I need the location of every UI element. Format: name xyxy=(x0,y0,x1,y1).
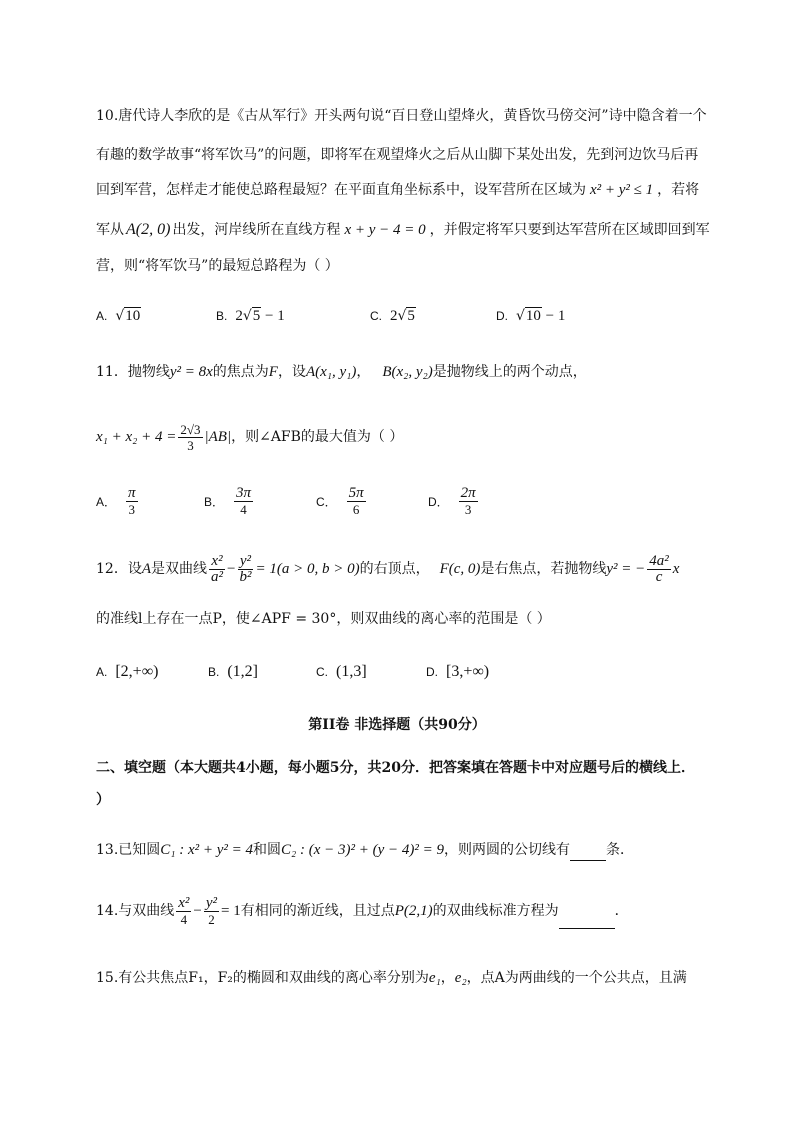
q11-option-c xyxy=(316,486,368,517)
q12-option-a xyxy=(96,662,158,682)
q14-text-c: 的双曲线标准方程为 xyxy=(432,903,559,919)
q10-option-d xyxy=(496,306,565,326)
q12-text-d: 是右焦点，若抛物线 xyxy=(480,561,607,577)
q11-option-a xyxy=(96,486,140,517)
option-label: B. xyxy=(216,309,228,323)
q12-text-c: 的右顶点， xyxy=(359,561,430,577)
q10-option-a xyxy=(96,306,141,326)
option-radicand: 5 xyxy=(407,308,415,324)
option-label: A. xyxy=(96,665,108,679)
q12-option-c xyxy=(316,662,367,682)
q14-fraction-x xyxy=(176,896,191,927)
q11-focus: F xyxy=(268,364,278,380)
fraction-numerator: 5π xyxy=(348,485,364,501)
section-title: 第II卷 非选择题（共90分） xyxy=(308,717,486,733)
fraction-denominator: 6 xyxy=(352,502,360,517)
option-value: [3,+∞) xyxy=(446,663,490,680)
option-fraction xyxy=(459,486,478,517)
q11-point-b: B(x₂, y₂) xyxy=(382,364,433,380)
q12-fraction-x xyxy=(209,554,225,585)
q10-line2: 有趣的数学故事“将军饮马”的问题，即将军在观望烽火之后从山脚下某处出发，先到河边饮马后再 xyxy=(96,147,699,163)
option-label: A. xyxy=(96,309,108,323)
q10-line4-a: 军从 xyxy=(96,222,124,238)
option-fraction xyxy=(234,486,253,517)
q15-text-b: ，点A为两曲线的一个公共点，且满 xyxy=(466,970,687,986)
sqrt-icon: √ xyxy=(115,308,125,324)
q10-line4-c: ，并假定将军只要到达军营所在区域即回到军 xyxy=(429,222,710,238)
q10-line3-end: ，若将 xyxy=(657,182,700,198)
q14-text-b: 有相同的渐近线，且过点 xyxy=(240,903,395,919)
q12-vertex: A xyxy=(141,561,151,577)
option-label: D. xyxy=(426,665,438,679)
option-tail: − 1 xyxy=(541,308,566,324)
q13-text-a: 13.已知圆 xyxy=(96,842,161,858)
q11-line2 xyxy=(96,420,403,454)
fraction-numerator: 4a² xyxy=(649,552,669,569)
q11-text-d: ， xyxy=(356,364,371,380)
fraction-denominator: c xyxy=(655,568,663,585)
q10-line-eq: x + y − 4 = 0 xyxy=(344,222,426,238)
q14-text-a: 14.与双曲线 xyxy=(96,903,175,919)
q13-text-d: 条． xyxy=(606,842,635,858)
q12-hyperbola-rest: = 1(a > 0, b > 0) xyxy=(255,561,360,577)
part2-heading-line2: ） xyxy=(96,792,110,808)
q15-line xyxy=(96,968,687,988)
fraction-numerator: 3π xyxy=(236,485,252,501)
q14-point: P(2,1) xyxy=(394,903,433,919)
q13-answer-blank[interactable] xyxy=(570,840,606,861)
q10-line3-text: 回到军营，怎样走才能使总路程最短？在平面直角坐标系中，设军营所在区域为 xyxy=(96,182,586,198)
option-coef: 2 xyxy=(235,308,243,324)
q12-text-b: 是双曲线 xyxy=(151,561,207,577)
q11-condition-right: |AB| xyxy=(204,429,232,445)
q12-text-a: 12．设 xyxy=(96,561,142,577)
q11-option-d xyxy=(428,486,480,517)
q14-answer-blank[interactable] xyxy=(559,894,615,929)
fraction-denominator: 4 xyxy=(240,502,247,517)
q11-text-e: 是抛物线上的两个动点， xyxy=(432,364,587,380)
q10-point-a: A(2, 0) xyxy=(126,221,171,238)
q12-option-d xyxy=(426,662,489,682)
fraction-numerator: π xyxy=(128,485,136,501)
q14-fraction-y xyxy=(204,896,219,927)
sqrt-icon: √ xyxy=(242,308,252,324)
q14-equation-rest: = 1 xyxy=(221,903,241,919)
q11-parabola: y² = 8x xyxy=(169,364,213,380)
q11-option-b xyxy=(204,486,255,517)
q12-parabola-fraction xyxy=(647,554,671,585)
q10-line4 xyxy=(96,220,710,240)
q15-e2: e₂ xyxy=(454,970,467,986)
fraction-denominator: a² xyxy=(211,568,223,585)
fraction-numerator: 2π xyxy=(460,485,476,501)
fraction-numerator: 2√3 xyxy=(180,421,201,437)
option-value: (1,3] xyxy=(336,663,367,680)
q11-text-a: 11．抛物线 xyxy=(96,364,170,380)
option-label: A． xyxy=(96,494,117,509)
option-tail: − 1 xyxy=(261,308,285,324)
option-label: C． xyxy=(316,494,337,509)
option-coef: 2 xyxy=(390,308,398,324)
fraction-denominator: 3 xyxy=(187,437,194,453)
q11-condition-left: x₁ + x₂ + 4 = xyxy=(96,429,177,445)
fraction-denominator: 3 xyxy=(128,502,136,517)
q10-line5: 营，则“将军饮马”的最短总路程为（ ） xyxy=(96,258,339,274)
fraction-numerator: y² xyxy=(205,894,218,911)
fraction-denominator: 3 xyxy=(464,502,472,517)
option-radicand: 10 xyxy=(125,308,141,324)
fraction-numerator: x² xyxy=(178,894,190,911)
q10-line3 xyxy=(96,180,699,200)
q10-line4-b: 出发，河岸线所在直线方程 xyxy=(172,222,341,238)
q12-option-b xyxy=(208,662,258,682)
part2-heading-line1: 二、填空题（本大题共4小题，每小题5分，共20分．把答案填在答题卡中对应题号后的横线上． xyxy=(96,760,695,776)
fraction-denominator: 2 xyxy=(208,911,215,927)
q14-text-d: ． xyxy=(614,903,629,919)
option-label: B. xyxy=(208,665,220,679)
option-value: (1,2] xyxy=(227,663,258,680)
option-label: C. xyxy=(370,309,382,323)
fraction-numerator: x² xyxy=(211,552,223,569)
q12-parabola-right: x xyxy=(672,561,680,577)
q13-circle-2: C₂ : (x − 3)² + (y − 4)² = 9 xyxy=(281,842,445,858)
q12-line2: 的准线l上存在一点P，使∠APF = 30°，则双曲线的离心率的范围是（ ） xyxy=(96,611,551,627)
q11-fraction xyxy=(178,422,202,453)
option-fraction xyxy=(347,486,366,517)
q12-parabola-left: y² = − xyxy=(606,561,646,577)
q10-option-b xyxy=(216,306,285,326)
fraction-denominator: b² xyxy=(239,568,252,585)
q15-text-a: 15.有公共焦点F₁，F₂的椭圆和双曲线的离心率分别为 xyxy=(96,970,429,986)
q13-text-b: 和圆 xyxy=(253,842,282,858)
q11-condition-text: ，则∠AFB的最大值为（ ） xyxy=(231,429,404,445)
option-fraction xyxy=(126,486,138,517)
option-radicand: 5 xyxy=(252,308,261,324)
q10-option-c xyxy=(370,306,416,326)
option-value: [2,+∞) xyxy=(115,663,159,680)
option-label: B． xyxy=(204,494,225,509)
q11-text-c: ，设 xyxy=(277,364,306,380)
sqrt-icon: √ xyxy=(397,308,407,324)
option-label: D. xyxy=(496,309,508,323)
q12-focus: F(c, 0) xyxy=(439,561,481,577)
q12-line1: 12．设A是双曲线 $\frac{\text{x²}}{\text{a²}}$ − $\frac{\text{y²}}{\text{b²}}$ = 1(a > 0, b > 0)的右顶点， F(c, 0)是右焦点，若抛物线y² = − $\frac{\text{4a²}}{c}$ x xyxy=(96,552,680,585)
q15-e1: e₁ xyxy=(428,970,441,986)
q11-text-b: 的焦点为 xyxy=(212,364,269,380)
q11-line1 xyxy=(96,362,587,382)
q11-point-a: A(x₁, y₁) xyxy=(305,364,357,380)
q13-circle-1: C₁ : x² + y² = 4 xyxy=(160,842,254,858)
q13-line xyxy=(96,840,634,861)
q14-line: 14.与双曲线 $\frac{\text{x²}}{4}$ − $\frac{\text{y²}}{2}$ = 1有相同的渐近线，且过点P(2,1)的双曲线标准方程为 ． xyxy=(96,894,629,929)
q10-line1: 10.唐代诗人李欣的是《古从军行》开头两句说“百日登山望烽火，黄昏饮马傍交河”诗中隐含着一个 xyxy=(96,108,707,124)
q15-separator: ， xyxy=(440,970,455,986)
fraction-denominator: 4 xyxy=(180,911,188,927)
option-label: C. xyxy=(316,665,328,679)
q10-region-formula: x² + y² ≤ 1 xyxy=(590,182,654,198)
q13-text-c: ，则两圆的公切线有 xyxy=(444,842,571,858)
fraction-numerator: y² xyxy=(239,552,252,569)
sqrt-icon: √ xyxy=(516,308,525,324)
option-label: D． xyxy=(428,494,449,509)
option-radicand: 10 xyxy=(525,308,541,324)
q12-fraction-y xyxy=(237,554,253,585)
